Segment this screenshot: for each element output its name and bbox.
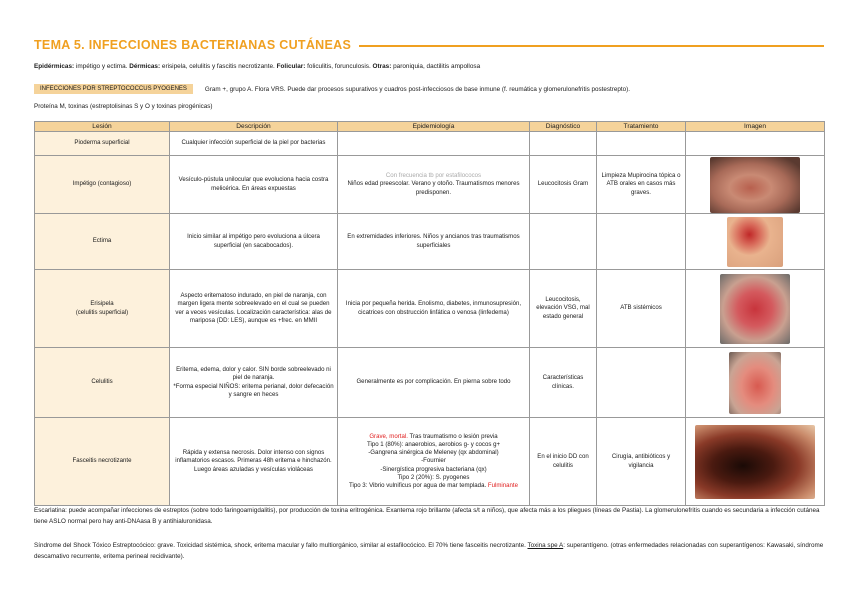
tx-impetigo: Limpieza Mupirocina tópica o ATB orales en casos más graves. bbox=[597, 156, 686, 214]
desc-pioderma: Cualquier infección superficial de la piel por bacterias bbox=[170, 132, 338, 156]
epi-impetigo-text: Niños edad preescolar. Verano y otoño. Traumatismos menores predisponen. bbox=[347, 180, 520, 196]
header-diagnostico: Diagnóstico bbox=[530, 122, 597, 132]
toxina-spea: Toxina spe A bbox=[527, 542, 564, 549]
erisipela-sub: (celulitis superficial) bbox=[75, 309, 129, 316]
shock-note bbox=[34, 541, 824, 562]
otras-text: paroniquia, dactilitis ampollosa bbox=[391, 63, 481, 70]
table-row bbox=[35, 270, 825, 348]
lesion-celulitis: Celulitis bbox=[35, 348, 170, 418]
table-row bbox=[35, 418, 825, 506]
impetigo-image bbox=[710, 157, 800, 213]
fasceitis-epi1: Tras traumatismo o lesión previa bbox=[407, 432, 498, 440]
table-row bbox=[35, 156, 825, 214]
strep-text: Gram +, grupo A. Flora VRS. Puede dar procesos supurativos y cuadros post-infecciosos de base inmune (f. reumática y glomerulonefritis postestrepto). bbox=[204, 85, 630, 93]
epi-ectima: En extremidades inferiores. Niños y ancianos tras traumatismos superficiales bbox=[338, 214, 530, 270]
escarlatina-label: Escarlatina bbox=[34, 507, 66, 514]
folicular-label: Folicular: bbox=[276, 63, 306, 70]
fasceitis-epi5: -Sinergística progresiva bacteriana (qx) bbox=[380, 465, 487, 473]
lesion-pioderma: Pioderma superficial bbox=[35, 132, 170, 156]
folicular-text: foliculitis, forunculosis. bbox=[305, 63, 373, 70]
fasceitis-fulminante: Fulminante bbox=[487, 482, 519, 489]
otras-label: Otras: bbox=[372, 63, 392, 70]
epidermicas-text: impétigo y ectima. bbox=[74, 63, 130, 70]
epi-impetigo-note: Con frecuencia tb por estafilococos bbox=[385, 172, 482, 180]
fasceitis-epi2: Tipo 1 (80%): anaerobios, aerobios g- y cocos g+ bbox=[366, 440, 501, 448]
fasceitis-image bbox=[695, 425, 815, 499]
erisipela-image bbox=[720, 274, 790, 344]
dx-erisipela: Leucocitosis, elevación VSG, mal estado general bbox=[530, 270, 597, 348]
strep-row bbox=[34, 83, 824, 95]
shock-text2: : superantígeno. (otras enfermedades relacionadas con superantígenos: Kawasaki, síndrome descamativo recurrente, eritema perineal recidivante). bbox=[34, 542, 824, 560]
page-title: TEMA 5. INFECCIONES BACTERIANAS CUTÁNEAS bbox=[34, 38, 352, 52]
strep-badge: INFECCIONES POR STREPTOCOCCUS PYOGENES bbox=[34, 84, 193, 94]
desc-celulitis bbox=[170, 348, 338, 418]
header-descripcion: Descripción bbox=[170, 122, 338, 132]
lesion-erisipela bbox=[35, 270, 170, 348]
ectima-image bbox=[727, 217, 783, 267]
header-tratamiento: Tratamiento bbox=[597, 122, 686, 132]
erisipela-label: Erisipela bbox=[90, 300, 114, 308]
lesion-ectima: Ectima bbox=[35, 214, 170, 270]
epi-impetigo bbox=[338, 156, 530, 214]
shock-label: Síndrome del Shock Tóxico Estreptocócico bbox=[34, 542, 154, 549]
dermicas-label: Dérmicas: bbox=[129, 63, 161, 70]
epi-erisipela: Inicia por pequeña herida. Enolismo, diabetes, inmunosupresión, cicatrices con obstrucción linfática o venosa (linfedema) bbox=[338, 270, 530, 348]
title-divider bbox=[359, 45, 824, 47]
header-epidemiologia: Epidemiología bbox=[338, 122, 530, 132]
fasceitis-epi6: Tipo 2 (20%): S. pyogenes bbox=[397, 473, 470, 481]
celulitis-desc2: *Forma especial NIÑOS: eritema perianal, dolor defecación y sangre en heces bbox=[173, 382, 334, 398]
title-row bbox=[34, 37, 824, 53]
desc-fasceitis: Rápida y extensa necrosis. Dolor intenso con signos inflamatorios escasos. Primeras 48h eritema e hinchazón. Luego áreas azuladas y vesículas violáceas bbox=[170, 418, 338, 506]
celulitis-desc1: Eritema, edema, dolor y calor. SIN borde sobreelevado ni piel de naranja. bbox=[176, 366, 331, 382]
celulitis-image bbox=[729, 352, 781, 414]
tx-erisipela: ATB sistémicos bbox=[597, 270, 686, 348]
dx-fasceitis: En el inicio DD con celulitis bbox=[530, 418, 597, 506]
header-imagen: Imagen bbox=[686, 122, 825, 132]
epi-fasceitis bbox=[338, 418, 530, 506]
fasceitis-epi4: -Fournier bbox=[421, 457, 446, 465]
fasceitis-epi7: Tipo 3: Vibrio vulnificus por agua de mar templada. bbox=[348, 482, 488, 489]
infections-table bbox=[34, 121, 825, 506]
table-header-row bbox=[35, 122, 825, 132]
desc-ectima: Inicio similar al impétigo pero evoluciona a úlcera superficial (en sacabocados). bbox=[170, 214, 338, 270]
table-row bbox=[35, 348, 825, 418]
table-row bbox=[35, 132, 825, 156]
desc-impetigo: Vesículo-pústula unilocular que evoluciona hacia costra melicérica. En áreas expuestas bbox=[170, 156, 338, 214]
fasceitis-grave: Grave, mortal. bbox=[369, 432, 408, 440]
header-lesion: Lesión bbox=[35, 122, 170, 132]
intro-line bbox=[34, 63, 824, 71]
epi-celulitis: Generalmente es por complicación. En pierna sobre todo bbox=[338, 348, 530, 418]
epidermicas-label: Epidérmicas: bbox=[34, 63, 75, 70]
dermicas-text: erisipela, celulitis y fascitis necrotizante. bbox=[160, 63, 277, 70]
lesion-impetigo: Impétigo (contagioso) bbox=[35, 156, 170, 214]
lesion-fasceitis: Fasceitis necrotizante bbox=[35, 418, 170, 506]
dx-impetigo: Leucocitosis Gram bbox=[530, 156, 597, 214]
shock-text: : grave. Toxicidad sistémica, shock, eritema macular y fallo multiorgánico, similar al estafilocócico. El 70% tiene fasceitis necrotizante. bbox=[153, 542, 528, 549]
table-row bbox=[35, 214, 825, 270]
escarlatina-text: : puede acompañar infecciones de estreptos (sobre todo faringoamigdalitis), por producción de toxina eritrogénica. Exantema rojo brillante (afecta s/t a niños), que afecta más a los pliegues (líneas de Pastia). La glomerulonefritis cuando es secundaria a infección cutánea tiene ASLO normal pero hay anti-DNAasa B y antihialuronidasa. bbox=[34, 507, 820, 525]
tx-fasceitis: Cirugía, antibióticos y vigilancia bbox=[597, 418, 686, 506]
fasceitis-epi3: -Gangrena sinérgica de Meleney (qx abdominal) bbox=[368, 449, 499, 457]
escarlatina-note bbox=[34, 506, 824, 527]
desc-erisipela: Aspecto eritematoso indurado, en piel de naranja, con margen ligera mente sobreelevado en el cual se pueden ver a veces vesículas. Localización característica: alas de mariposa (DD: LES), aunque es +frec. en MMII bbox=[170, 270, 338, 348]
protein-line: Proteína M, toxinas (estreptolisinas S y O y toxinas pirogénicas) bbox=[34, 103, 213, 110]
dx-celulitis: Características clínicas. bbox=[530, 348, 597, 418]
